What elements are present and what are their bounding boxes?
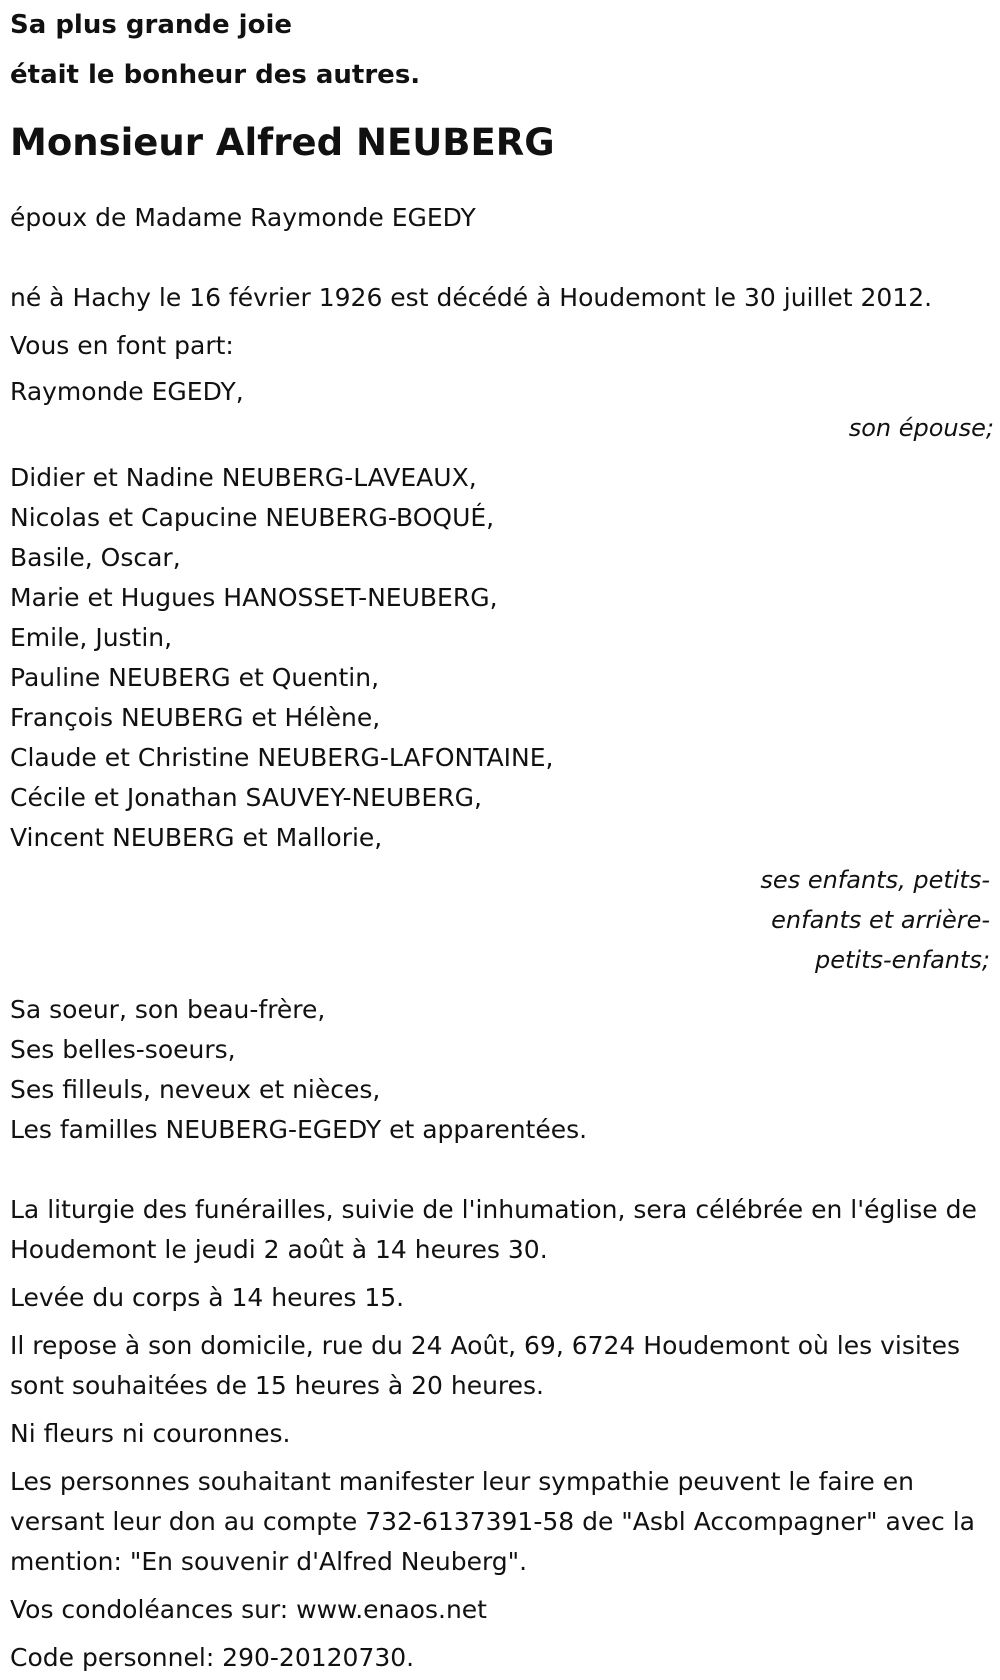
birth-death-line: né à Hachy le 16 février 1926 est décédé à Houdemont le 30 juillet 2012.: [10, 283, 933, 312]
repose-paragraph: Il repose à son domicile, rue du 24 Août, 69, 6724 Houdemont où les visites sont souhaitées de 15 heures à 20 heures.: [10, 1331, 961, 1400]
motto-line-1: Sa plus grande joie: [10, 10, 292, 40]
list-item: Sa soeur, son beau-frère,: [10, 995, 326, 1024]
spouse-name: Raymonde EGEDY,: [10, 377, 244, 406]
obituary-notice: [10, 0, 994, 1678]
condolences-paragraph: Vos condoléances sur: www.enaos.net: [10, 1595, 487, 1624]
spouse-line: époux de Madame Raymonde EGEDY: [10, 203, 476, 232]
levee-paragraph: Levée du corps à 14 heures 15.: [10, 1283, 405, 1312]
flowers-paragraph: Ni fleurs ni couronnes.: [10, 1419, 291, 1448]
list-item: Pauline NEUBERG et Quentin,: [10, 663, 380, 692]
list-item: Emile, Justin,: [10, 623, 173, 652]
list-item: Didier et Nadine NEUBERG-LAVEAUX,: [10, 463, 477, 492]
motto: [10, 0, 990, 100]
list-item: François NEUBERG et Hélène,: [10, 703, 381, 732]
list-item: Claude et Christine NEUBERG-LAFONTAINE,: [10, 743, 554, 772]
list-item: Cécile et Jonathan SAUVEY-NEUBERG,: [10, 783, 482, 812]
list-item: Basile, Oscar,: [10, 543, 181, 572]
list-item: Nicolas et Capucine NEUBERG-BOQUÉ,: [10, 503, 495, 532]
list-item: Marie et Hugues HANOSSET-NEUBERG,: [10, 583, 498, 612]
personal-code: Code personnel: 290-20120730.: [10, 1643, 415, 1672]
spouse-role: son épouse;: [848, 414, 994, 442]
list-item: Les familles NEUBERG-EGEDY et apparentées.: [10, 1115, 588, 1144]
children-role: [10, 860, 990, 980]
children-role-text: ses enfants, petits-enfants et arrière-petits-enfants;: [760, 866, 990, 974]
donation-paragraph: Les personnes souhaitant manifester leur sympathie peuvent le faire en versant leur don au compte 732-6137391-58 de "Asbl Accompagner" avec la mention: "En souvenir d'Alfred Neuberg".: [10, 1467, 975, 1576]
list-item: Ses belles-soeurs,: [10, 1035, 236, 1064]
motto-line-2: était le bonheur des autres.: [10, 60, 421, 90]
list-item: Vincent NEUBERG et Mallorie,: [10, 823, 383, 852]
liturgy-paragraph: La liturgie des funérailles, suivie de l'inhumation, sera célébrée en l'église de Houdemont le jeudi 2 août à 14 heures 30.: [10, 1195, 977, 1264]
deceased-name: Monsieur Alfred NEUBERG: [10, 121, 555, 164]
others-list: [10, 990, 990, 1150]
list-item: Ses filleuls, neveux et nièces,: [10, 1075, 381, 1104]
announcement-intro: Vous en font part:: [10, 331, 234, 360]
children-list: [10, 458, 990, 858]
